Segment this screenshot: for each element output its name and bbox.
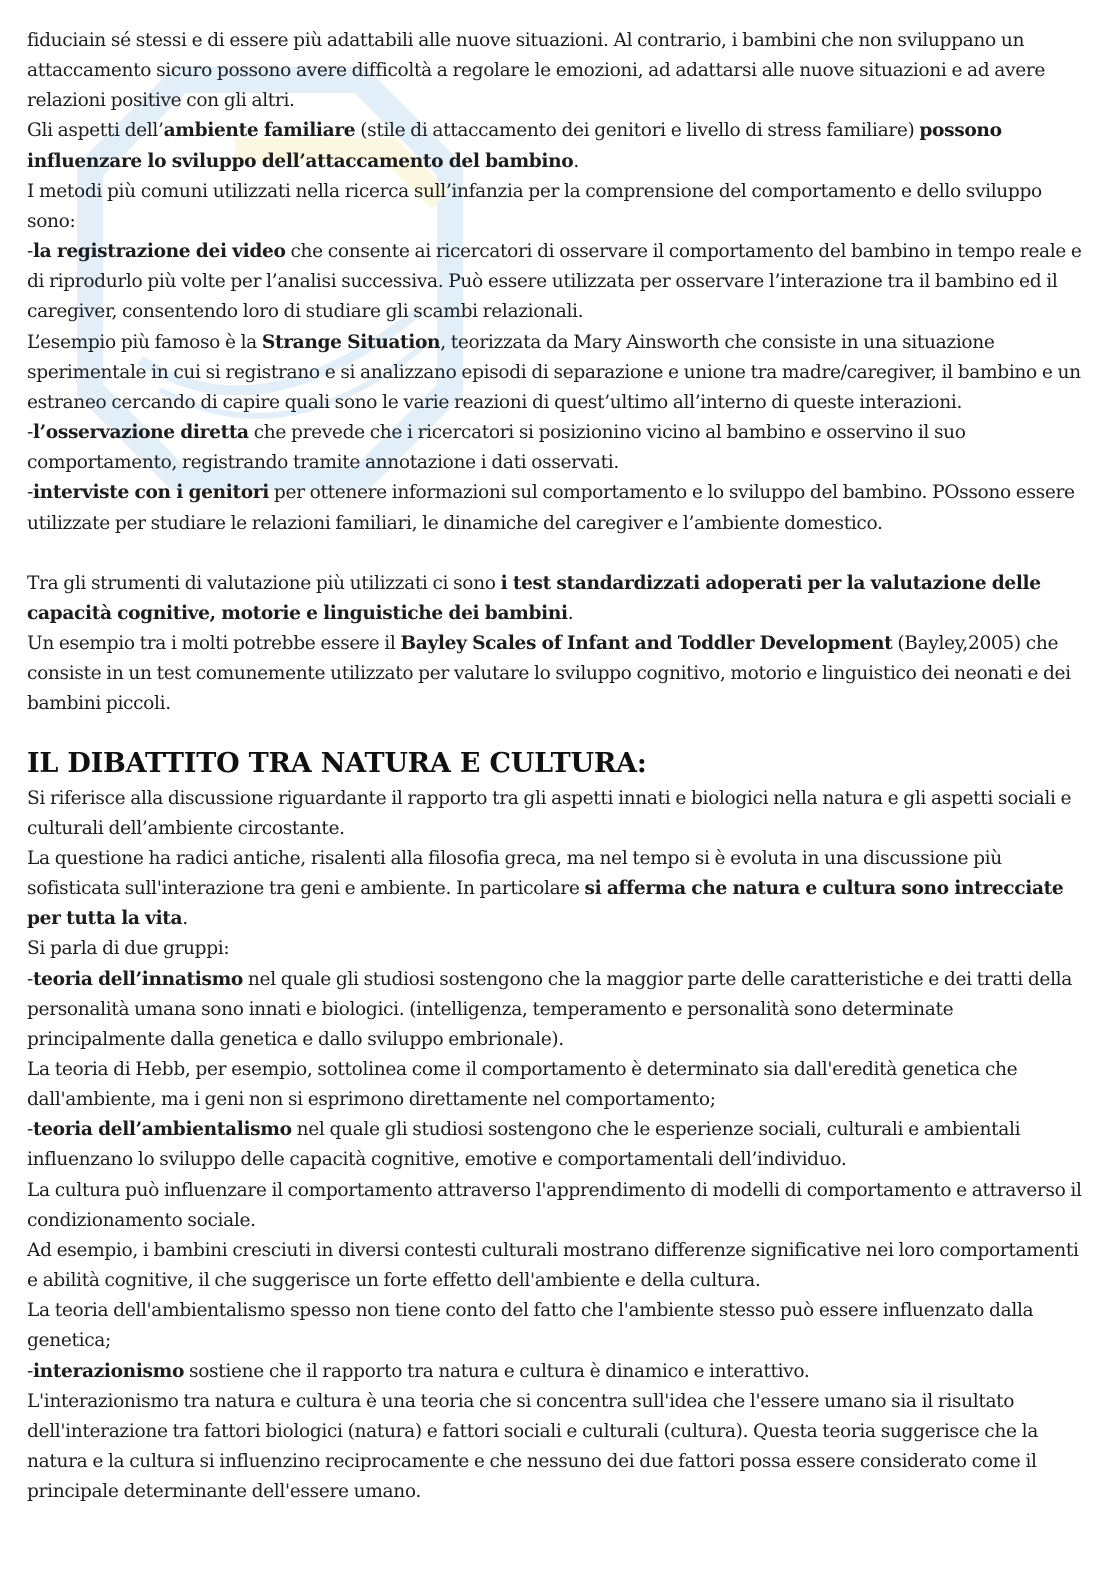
paragraph-attachment-outcomes: fiduciain sé stessi e di essere più adattabili alle nuove situazioni. Al contrario, i bambini che non sviluppano un attaccamento sicuro possono avere difficoltà a regolare le emozioni, ad adattarsi alle nuove situazioni e ad avere relazioni positive con gli altri. (27, 30, 1046, 112)
document-page (27, 26, 1087, 1507)
blank-line (27, 539, 1087, 569)
paragraph-two-groups: Si parla di due gruppi: (27, 938, 230, 960)
paragraph-interactionism-definition: L'interazionismo tra natura e cultura è una teoria che si concentra sull'idea che l'essere umano sia il risultato dell'interazione tra fattori biologici (natura) e fattori sociali e culturali (cultura). Questa teoria suggerisce che la natura e la cultura si influenzino reciprocamente e che nessuno dei due fattori possa essere considerato come il principale determinante dell'essere umano. (27, 1390, 1038, 1503)
paragraph-culture-influence: La cultura può influenzare il comportamento attraverso l'apprendimento di modelli di comportamento e attraverso il condizionamento sociale. (27, 1179, 1082, 1231)
paragraph-definition: Si riferisce alla discussione riguardante il rapporto tra gli aspetti innati e biologici nella natura e gli aspetti sociali e culturali dell’ambiente circostante. (27, 787, 1072, 839)
paragraph-research-methods: I metodi più comuni utilizzati nella ricerca sull’infanzia per la comprensione del comportamento e dello sviluppo sono: (27, 180, 1042, 232)
list-item-video-recording: -la registrazione dei video che consente ai ricercatori di osservare il comportamento del bambino in tempo reale e di riprodurlo più volte per l’analisi successiva. Può essere utilizzata per osservare l’interazione tra il bambino ed il caregiver, consentendo loro di studiare gli scambi relazionali. (27, 241, 1082, 323)
list-item-innatism: -teoria dell’innatismo nel quale gli studiosi sostengono che la maggior parte delle caratteristiche e dei tratti della personalità umana sono innati e biologici. (intelligenza, temperamento e personalità sono determinate principalmente dalla genetica e dallo sviluppo embrionale). (27, 968, 1072, 1050)
list-item-direct-observation: -l’osservazione diretta che prevede che i ricercatori si posizionino vicino al bambino e osservino il suo comportamento, registrando tramite annotazione i dati osservati. (27, 422, 966, 474)
paragraph-family-environment: Gli aspetti dell’ambiente familiare (stile di attaccamento dei genitori e livello di stress familiare) possono influenzare lo sviluppo dell’attaccamento del bambino. (27, 120, 1002, 172)
list-item-environmentalism: -teoria dell’ambientalismo nel quale gli studiosi sostengono che le esperienze sociali, culturali e ambientali influenzano lo sviluppo delle capacità cognitive, emotive e comportamentali dell’individuo. (27, 1119, 1021, 1171)
paragraph-standardized-tests: Tra gli strumenti di valutazione più utilizzati ci sono i test standardizzati adoperati per la valutazione delle capacità cognitive, motorie e linguistiche dei bambini. (27, 572, 1041, 624)
assessment-paragraphs (27, 569, 1087, 720)
paragraph-hebb-theory: La teoria di Hebb, per esempio, sottolinea come il comportamento è determinato sia dall'eredità genetica che dall'ambiente, ma i geni non si esprimono direttamente nel comportamento; (27, 1058, 1018, 1111)
intro-paragraphs (27, 26, 1087, 539)
section-heading: IL DIBATTITO TRA NATURA E CULTURA: (27, 747, 647, 779)
paragraph-environmentalism-limit: La teoria dell'ambientalismo spesso non tiene conto del fatto che l'ambiente stesso può essere influenzato dalla genetica; (27, 1300, 1034, 1352)
paragraph-history: La questione ha radici antiche, risalenti alla filosofia greca, ma nel tempo si è evoluta in una discussione più sofisticata sull'interazione tra geni e ambiente. In particolare si afferma che natura e cultura sono intrecciate per tutta la vita. (27, 847, 1064, 930)
paragraph-bayley-scales: Un esempio tra i molti potrebbe essere il Bayley Scales of Infant and Toddler Development (Bayley,2005) che consiste in un test comunemente utilizzato per valutare lo sviluppo cognitivo, motorio e linguistico dei neonati e dei bambini piccoli. (27, 633, 1071, 715)
paragraph-cultural-contexts: Ad esempio, i bambini cresciuti in diversi contesti culturali mostrano differenze significative nei loro comportamenti e abilità cognitive, il che suggerisce un forte effetto dell'ambiente e della cultura. (27, 1239, 1079, 1292)
paragraph-strange-situation: L’esempio più famoso è la Strange Situation, teorizzata da Mary Ainsworth che consiste in una situazione sperimentale in cui si registrano e si analizzano episodi di separazione e unione tra madre/caregiver, il bambino e un estraneo cercando di capire quali sono le varie reazioni di quest’ultimo all’interno di queste interazioni. (27, 331, 1081, 413)
list-item-interactionism: -interazionismo sostiene che il rapporto tra natura e cultura è dinamico e interattivo. (27, 1360, 810, 1382)
list-item-parent-interviews: -interviste con i genitori per ottenere informazioni sul comportamento e lo sviluppo del bambino. POssono essere utilizzate per studiare le relazioni familiari, le dinamiche del caregiver e l’ambiente domestico. (27, 482, 1075, 534)
nature-culture-paragraphs (27, 784, 1087, 1508)
